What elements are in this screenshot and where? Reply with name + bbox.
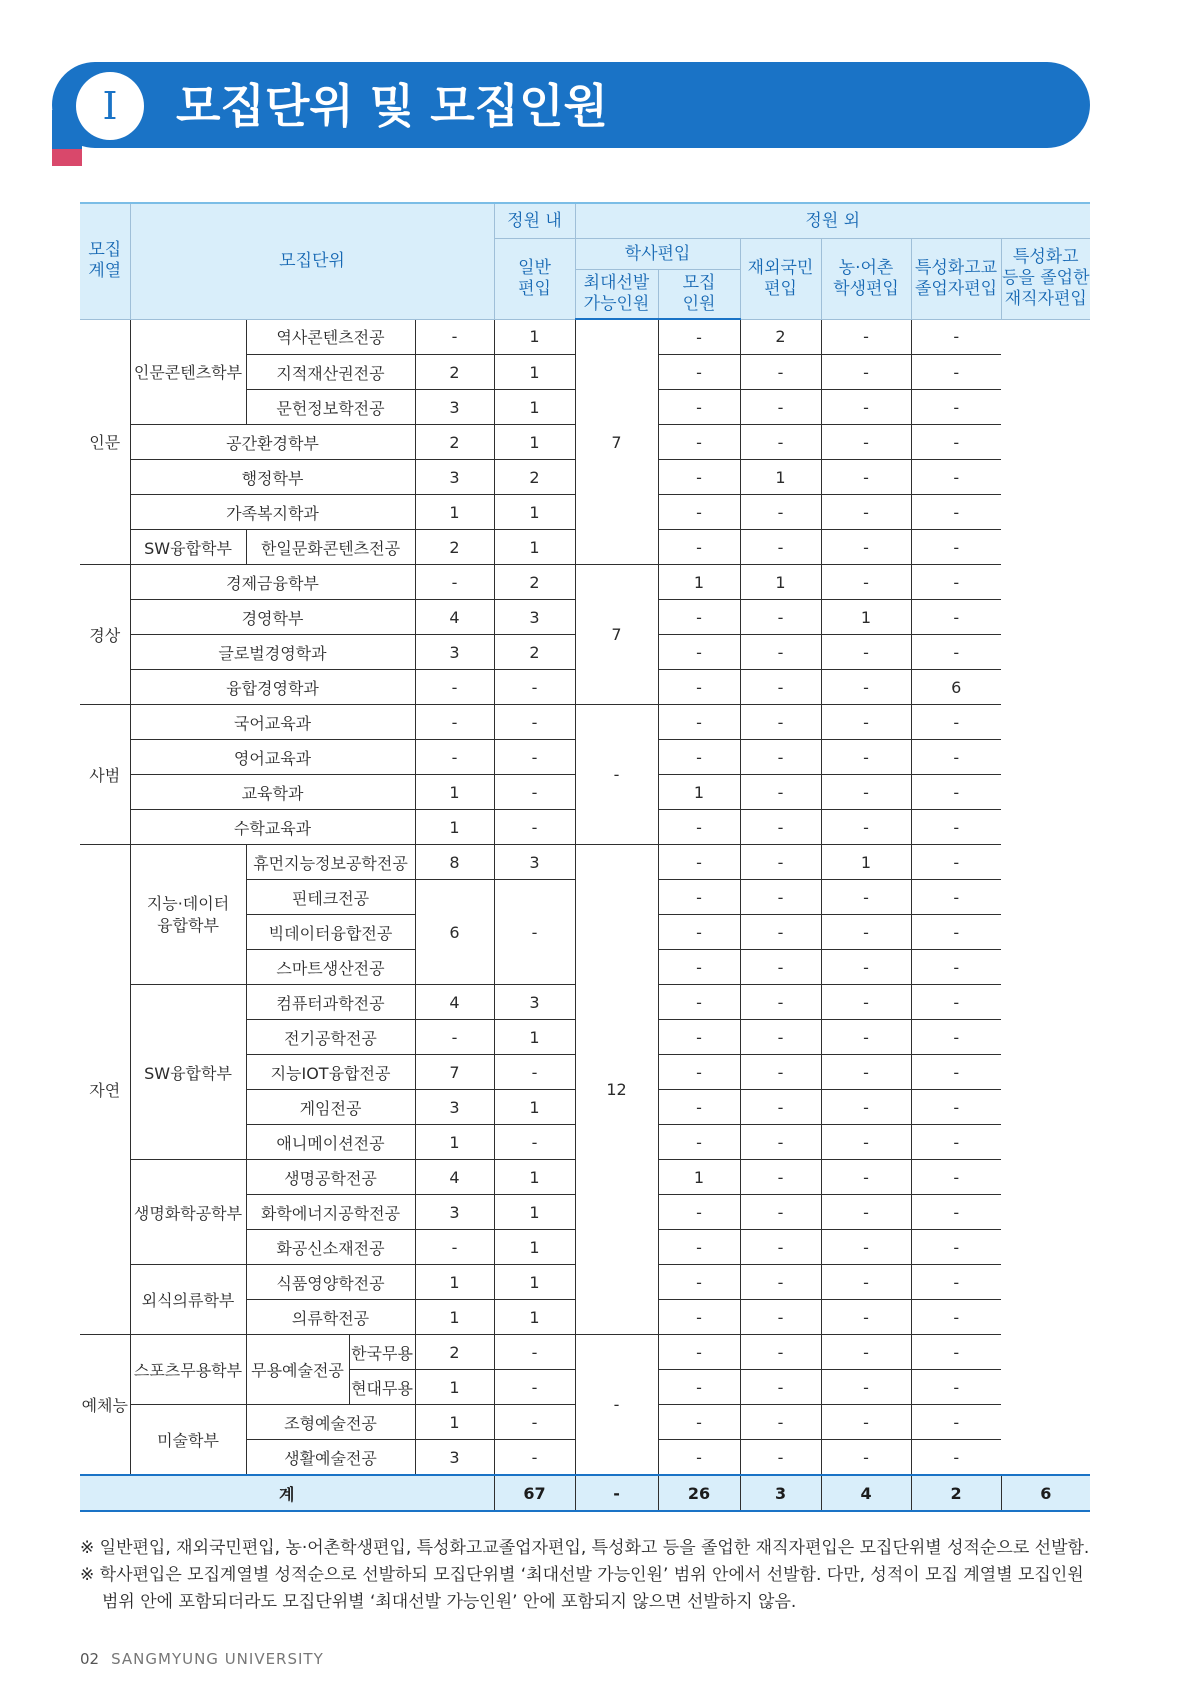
unit-cell: 행정학부	[130, 460, 415, 495]
value-cell: -	[740, 775, 821, 810]
value-cell: -	[911, 319, 1001, 355]
value-cell: -	[911, 495, 1001, 530]
value-cell: -	[740, 1440, 821, 1476]
value-cell: -	[911, 1300, 1001, 1335]
unit-cell: 수학교육과	[130, 810, 415, 845]
value-cell: -	[911, 1020, 1001, 1055]
value-cell: -	[911, 1405, 1001, 1440]
group-quota-cell: 7	[575, 319, 658, 565]
value-cell: -	[415, 319, 494, 355]
page-footer	[80, 1650, 324, 1668]
value-cell: 1	[415, 495, 494, 530]
value-cell: -	[821, 1195, 911, 1230]
value-cell: -	[911, 985, 1001, 1020]
value-cell: -	[740, 1335, 821, 1370]
value-cell: -	[740, 705, 821, 740]
value-cell: -	[658, 1055, 740, 1090]
value-cell: -	[821, 1370, 911, 1405]
value-cell: -	[821, 390, 911, 425]
unit-cell: 융합경영학과	[130, 670, 415, 705]
value-cell: -	[821, 1405, 911, 1440]
value-cell: -	[821, 635, 911, 670]
value-cell: -	[740, 810, 821, 845]
value-cell: 2	[494, 565, 575, 600]
value-cell: -	[740, 1405, 821, 1440]
value-cell: -	[911, 915, 1001, 950]
value-cell: -	[911, 600, 1001, 635]
value-cell: -	[821, 810, 911, 845]
value-cell: -	[740, 1300, 821, 1335]
footnote: ※ 학사편입은 모집계열별 성적순으로 선발하되 모집단위별 ‘최대선발 가능인원’ 범위 안에서 선발함. 다만, 성적이 모집 계열별 모집인원 범위 안에 포함되더라도 모집단위별 ‘최대선발 가능인원’ 안에 포함되지 않으면 선발하지 않음.	[80, 1565, 1084, 1612]
unit-cell: 생명화학공학부	[130, 1160, 246, 1265]
value-cell: -	[821, 670, 911, 705]
value-cell: 1	[494, 390, 575, 425]
value-cell: 2	[494, 460, 575, 495]
unit-cell: 국어교육과	[130, 705, 415, 740]
value-cell: -	[911, 1090, 1001, 1125]
value-cell: -	[658, 1195, 740, 1230]
major-cell: 게임전공	[246, 1090, 415, 1125]
value-cell: -	[911, 355, 1001, 390]
value-cell: 1	[494, 1020, 575, 1055]
value-cell: -	[658, 390, 740, 425]
value-cell: -	[658, 1020, 740, 1055]
value-cell: -	[821, 985, 911, 1020]
major-cell: 조형예술전공	[246, 1405, 415, 1440]
value-cell: -	[658, 880, 740, 915]
value-cell: -	[911, 1195, 1001, 1230]
header-special-hs: 특성화고교 졸업자편입	[911, 239, 1001, 320]
value-cell: 1	[415, 810, 494, 845]
value-cell: -	[494, 1440, 575, 1476]
value-cell: -	[658, 950, 740, 985]
table-row	[80, 705, 1090, 740]
group-quota-cell: 12	[575, 845, 658, 1335]
table-row	[80, 565, 1090, 600]
value-cell: -	[740, 425, 821, 460]
value-cell: -	[821, 460, 911, 495]
value-cell: -	[658, 915, 740, 950]
value-cell: -	[740, 635, 821, 670]
value-cell: -	[658, 319, 740, 355]
value-cell: 1	[658, 1160, 740, 1195]
value-cell: 1	[821, 600, 911, 635]
value-cell: 6	[415, 880, 494, 985]
value-cell: -	[821, 1440, 911, 1476]
value-cell: -	[821, 530, 911, 565]
value-cell: 3	[494, 845, 575, 880]
header-unit: 모집단위	[130, 203, 494, 319]
value-cell: -	[821, 1055, 911, 1090]
unit-cell: 인문콘텐츠학부	[130, 319, 246, 425]
value-cell: -	[911, 1335, 1001, 1370]
value-cell: -	[494, 1405, 575, 1440]
value-cell: -	[911, 810, 1001, 845]
major-cell: 컴퓨터과학전공	[246, 985, 415, 1020]
footnote: ※ 일반편입, 재외국민편입, 농·어촌학생편입, 특성화고교졸업자편입, 특성화고 등을 졸업한 재직자편입은 모집단위별 성적순으로 선발함.	[80, 1538, 1090, 1558]
value-cell: -	[740, 1265, 821, 1300]
value-cell: 2	[415, 530, 494, 565]
unit-cell: 교육학과	[130, 775, 415, 810]
value-cell: -	[740, 880, 821, 915]
major-cell: 생활예술전공	[246, 1440, 415, 1476]
value-cell: 3	[415, 1440, 494, 1476]
major-cell: 화공신소재전공	[246, 1230, 415, 1265]
major-cell: 역사콘텐츠전공	[246, 319, 415, 355]
value-cell: 8	[415, 845, 494, 880]
value-cell: -	[658, 1265, 740, 1300]
value-cell: -	[658, 985, 740, 1020]
value-cell: -	[494, 1370, 575, 1405]
header-farm: 농·어촌 학생편입	[821, 239, 911, 320]
value-cell: -	[658, 1405, 740, 1440]
total-value: 2	[911, 1475, 1001, 1511]
value-cell: -	[821, 1230, 911, 1265]
admission-quota-table	[80, 202, 1090, 1512]
value-cell: -	[658, 845, 740, 880]
value-cell: -	[494, 740, 575, 775]
value-cell: -	[911, 740, 1001, 775]
header-quota-out: 정원 외	[575, 203, 1090, 239]
value-cell: -	[658, 1440, 740, 1476]
value-cell: 1	[494, 355, 575, 390]
value-cell: -	[740, 530, 821, 565]
value-cell: 1	[494, 319, 575, 355]
value-cell: 1	[494, 1230, 575, 1265]
value-cell: 2	[415, 1335, 494, 1370]
value-cell: -	[658, 810, 740, 845]
value-cell: 2	[494, 635, 575, 670]
value-cell: 1	[494, 1090, 575, 1125]
value-cell: -	[415, 565, 494, 600]
unit-cell: SW융합학부	[130, 985, 246, 1160]
value-cell: -	[911, 1125, 1001, 1160]
value-cell: -	[821, 1265, 911, 1300]
value-cell: -	[911, 950, 1001, 985]
category-cell: 경상	[80, 565, 130, 705]
value-cell: -	[494, 880, 575, 985]
major-cell: 의류학전공	[246, 1300, 415, 1335]
value-cell: 3	[494, 985, 575, 1020]
value-cell: -	[740, 1020, 821, 1055]
major-cell: 지능IOT융합전공	[246, 1055, 415, 1090]
value-cell: -	[740, 845, 821, 880]
value-cell: 3	[494, 600, 575, 635]
table-row	[80, 845, 1090, 880]
value-cell: 1	[415, 1405, 494, 1440]
total-label: 계	[80, 1475, 494, 1511]
major-cell: 빅데이터융합전공	[246, 915, 415, 950]
major-cell: 문헌정보학전공	[246, 390, 415, 425]
unit-cell: 경제금융학부	[130, 565, 415, 600]
value-cell: -	[911, 1055, 1001, 1090]
value-cell: -	[494, 1125, 575, 1160]
sub-major-cell: 현대무용	[349, 1370, 415, 1405]
value-cell: -	[911, 565, 1001, 600]
total-value: 67	[494, 1475, 575, 1511]
unit-cell: 가족복지학과	[130, 495, 415, 530]
major-cell: 한일문화콘텐츠전공	[246, 530, 415, 565]
category-cell: 인문	[80, 319, 130, 565]
value-cell: -	[911, 1230, 1001, 1265]
value-cell: -	[658, 1370, 740, 1405]
group-quota-cell: -	[575, 705, 658, 845]
value-cell: 7	[415, 1055, 494, 1090]
section-numeral-badge: I	[76, 72, 144, 140]
value-cell: 1	[494, 1300, 575, 1335]
major-cell: 식품영양학전공	[246, 1265, 415, 1300]
value-cell: 1	[494, 425, 575, 460]
total-value: -	[575, 1475, 658, 1511]
value-cell: -	[658, 495, 740, 530]
value-cell: -	[911, 425, 1001, 460]
value-cell: -	[740, 1195, 821, 1230]
value-cell: -	[911, 460, 1001, 495]
value-cell: -	[821, 1020, 911, 1055]
value-cell: -	[658, 1300, 740, 1335]
value-cell: -	[415, 740, 494, 775]
unit-cell: 공간환경학부	[130, 425, 415, 460]
value-cell: -	[821, 319, 911, 355]
unit-cell: SW융합학부	[130, 530, 246, 565]
value-cell: -	[821, 425, 911, 460]
value-cell: 1	[494, 1160, 575, 1195]
unit-cell: 스포츠무용학부	[130, 1335, 246, 1405]
footnotes	[80, 1535, 1100, 1616]
value-cell: -	[821, 1125, 911, 1160]
header-special-worker: 특성화고 등을 졸업한 재직자편입	[1001, 239, 1090, 320]
value-cell: -	[911, 1370, 1001, 1405]
value-cell: 3	[415, 390, 494, 425]
table-row	[80, 1335, 1090, 1370]
value-cell: -	[740, 1125, 821, 1160]
value-cell: -	[658, 460, 740, 495]
major-cell: 생명공학전공	[246, 1160, 415, 1195]
value-cell: -	[740, 670, 821, 705]
header-bachelor-quota: 모집 인원	[658, 270, 740, 320]
value-cell: 1	[494, 530, 575, 565]
major-cell: 화학에너지공학전공	[246, 1195, 415, 1230]
value-cell: 4	[415, 600, 494, 635]
value-cell: -	[911, 1440, 1001, 1476]
value-cell: -	[821, 1160, 911, 1195]
category-cell: 예체능	[80, 1335, 130, 1476]
value-cell: -	[740, 495, 821, 530]
value-cell: 1	[494, 495, 575, 530]
value-cell: 1	[658, 775, 740, 810]
value-cell: 4	[415, 985, 494, 1020]
value-cell: -	[821, 565, 911, 600]
category-cell: 사범	[80, 705, 130, 845]
value-cell: -	[911, 390, 1001, 425]
value-cell: -	[821, 705, 911, 740]
value-cell: -	[740, 915, 821, 950]
value-cell: 2	[415, 425, 494, 460]
value-cell: -	[821, 740, 911, 775]
major-cell: 무용예술전공	[246, 1335, 349, 1405]
value-cell: -	[415, 1230, 494, 1265]
value-cell: -	[821, 1300, 911, 1335]
group-quota-cell: 7	[575, 565, 658, 705]
unit-cell: 외식의류학부	[130, 1265, 246, 1335]
value-cell: -	[821, 495, 911, 530]
header-general-transfer: 일반 편입	[494, 239, 575, 320]
unit-cell: 미술학부	[130, 1405, 246, 1476]
value-cell: -	[658, 425, 740, 460]
group-quota-cell: -	[575, 1335, 658, 1476]
unit-cell: 경영학부	[130, 600, 415, 635]
unit-cell: 지능·데이터 융합학부	[130, 845, 246, 985]
value-cell: -	[740, 1230, 821, 1265]
value-cell: -	[658, 740, 740, 775]
value-cell: -	[494, 775, 575, 810]
major-cell: 스마트생산전공	[246, 950, 415, 985]
major-cell: 전기공학전공	[246, 1020, 415, 1055]
value-cell: -	[821, 1090, 911, 1125]
page-number: 02	[80, 1650, 100, 1668]
total-value: 6	[1001, 1475, 1090, 1511]
value-cell: 1	[658, 565, 740, 600]
value-cell: -	[740, 1090, 821, 1125]
value-cell: 2	[740, 319, 821, 355]
value-cell: -	[658, 1125, 740, 1160]
value-cell: -	[415, 705, 494, 740]
value-cell: -	[740, 950, 821, 985]
value-cell: -	[821, 775, 911, 810]
header-bachelor-transfer: 학사편입	[575, 239, 740, 270]
value-cell: -	[494, 705, 575, 740]
value-cell: 3	[415, 1090, 494, 1125]
value-cell: -	[494, 670, 575, 705]
section-title: 모집단위 및 모집인원	[176, 79, 608, 133]
total-value: 4	[821, 1475, 911, 1511]
value-cell: -	[911, 705, 1001, 740]
value-cell: -	[658, 1090, 740, 1125]
major-cell: 지적재산권전공	[246, 355, 415, 390]
value-cell: -	[821, 355, 911, 390]
category-cell: 자연	[80, 845, 130, 1335]
value-cell: -	[911, 1265, 1001, 1300]
value-cell: 1	[821, 845, 911, 880]
value-cell: -	[740, 1055, 821, 1090]
value-cell: -	[911, 635, 1001, 670]
value-cell: -	[658, 1335, 740, 1370]
value-cell: 2	[415, 355, 494, 390]
value-cell: -	[911, 530, 1001, 565]
value-cell: -	[740, 740, 821, 775]
value-cell: -	[740, 985, 821, 1020]
sub-major-cell: 한국무용	[349, 1335, 415, 1370]
value-cell: 1	[494, 1195, 575, 1230]
major-cell: 휴먼지능정보공학전공	[246, 845, 415, 880]
value-cell: 3	[415, 460, 494, 495]
header-category: 모집 계열	[80, 203, 130, 319]
value-cell: 6	[911, 670, 1001, 705]
university-name: SANGMYUNG UNIVERSITY	[111, 1650, 324, 1668]
value-cell: -	[658, 705, 740, 740]
header-quota-in: 정원 내	[494, 203, 575, 239]
value-cell: 1	[740, 460, 821, 495]
value-cell: -	[740, 355, 821, 390]
value-cell: -	[821, 880, 911, 915]
value-cell: -	[494, 1335, 575, 1370]
value-cell: -	[415, 670, 494, 705]
value-cell: -	[494, 810, 575, 845]
value-cell: 1	[415, 1300, 494, 1335]
value-cell: -	[821, 915, 911, 950]
unit-cell: 영어교육과	[130, 740, 415, 775]
value-cell: -	[740, 390, 821, 425]
value-cell: -	[658, 530, 740, 565]
value-cell: 1	[415, 1265, 494, 1300]
value-cell: 3	[415, 635, 494, 670]
value-cell: -	[740, 1160, 821, 1195]
value-cell: 1	[740, 565, 821, 600]
value-cell: -	[911, 775, 1001, 810]
value-cell: -	[911, 845, 1001, 880]
value-cell: -	[821, 1335, 911, 1370]
value-cell: 1	[415, 1370, 494, 1405]
value-cell: -	[740, 600, 821, 635]
value-cell: -	[821, 950, 911, 985]
value-cell: 1	[494, 1265, 575, 1300]
value-cell: -	[658, 670, 740, 705]
value-cell: -	[658, 635, 740, 670]
total-value: 26	[658, 1475, 740, 1511]
value-cell: -	[658, 600, 740, 635]
value-cell: 4	[415, 1160, 494, 1195]
value-cell: -	[740, 1370, 821, 1405]
value-cell: 3	[415, 1195, 494, 1230]
value-cell: -	[415, 1020, 494, 1055]
header-overseas: 재외국민 편입	[740, 239, 821, 320]
major-cell: 핀테크전공	[246, 880, 415, 915]
value-cell: -	[658, 1230, 740, 1265]
value-cell: -	[658, 355, 740, 390]
value-cell: -	[911, 880, 1001, 915]
unit-cell: 글로벌경영학과	[130, 635, 415, 670]
value-cell: -	[494, 1055, 575, 1090]
value-cell: 1	[415, 1125, 494, 1160]
value-cell: 1	[415, 775, 494, 810]
table-row	[80, 319, 1090, 355]
value-cell: -	[911, 1160, 1001, 1195]
total-value: 3	[740, 1475, 821, 1511]
total-row	[80, 1475, 1090, 1511]
header-bachelor-max: 최대선발 가능인원	[575, 270, 658, 320]
major-cell: 애니메이션전공	[246, 1125, 415, 1160]
